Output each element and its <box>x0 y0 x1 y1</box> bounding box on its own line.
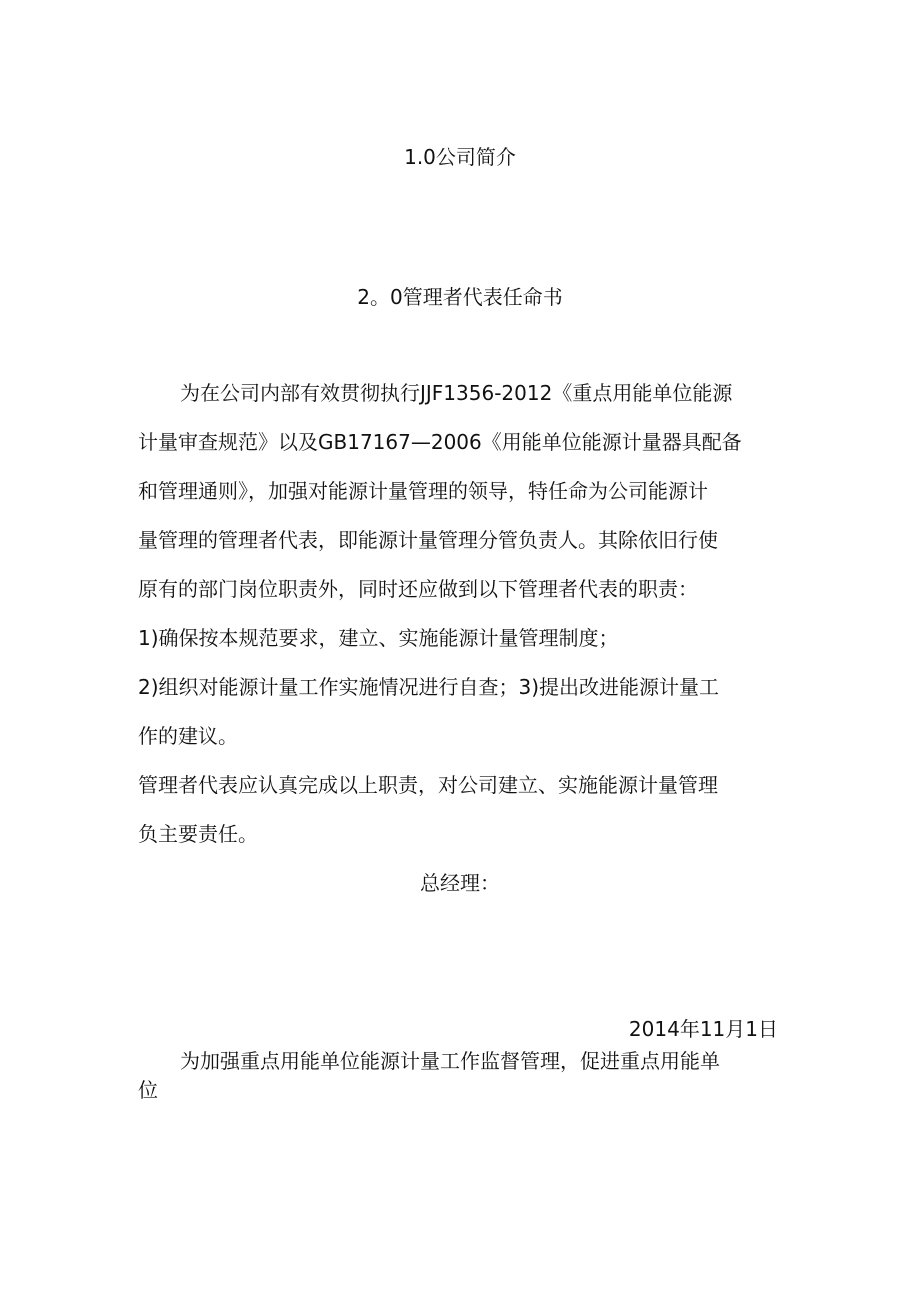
responsibility-line-2: 负主要责任。 <box>138 822 258 846</box>
trailing-line-2: 位 <box>138 1078 158 1102</box>
trailing-line-1: 为加强重点用能单位能源计量工作监督管理，促进重点用能单 <box>180 1049 720 1073</box>
duty-item-3-cont: 作的建议。 <box>138 724 238 748</box>
issue-date: 2014年11月1日 <box>628 1017 778 1041</box>
responsibility-line-1: 管理者代表应认真完成以上职责，对公司建立、实施能源计量管理 <box>138 773 718 797</box>
section-2-heading: 2。0管理者代表任命书 <box>357 285 563 309</box>
signer-label: 总经理： <box>420 871 500 895</box>
body-line-3: 和管理通则》，加强对能源计量管理的领导，特任命为公司能源计 <box>138 479 708 503</box>
body-line-1: 为在公司内部有效贯彻执行JJF1356-2012《重点用能单位能源 <box>180 381 733 405</box>
body-line-2: 计量审查规范》以及GB17167—2006《用能单位能源计量器具配备 <box>138 430 742 454</box>
section-1-heading: 1.0公司简介 <box>404 145 516 169</box>
body-line-4: 量管理的管理者代表，即能源计量管理分管负责人。其除依旧行使 <box>138 528 718 552</box>
duty-item-1: 1)确保按本规范要求，建立、实施能源计量管理制度； <box>138 626 619 650</box>
body-line-5: 原有的部门岗位职责外，同时还应做到以下管理者代表的职责： <box>138 577 698 601</box>
duty-item-2-3: 2)组织对能源计量工作实施情况进行自查；3)提出改进能源计量工 <box>138 675 720 699</box>
